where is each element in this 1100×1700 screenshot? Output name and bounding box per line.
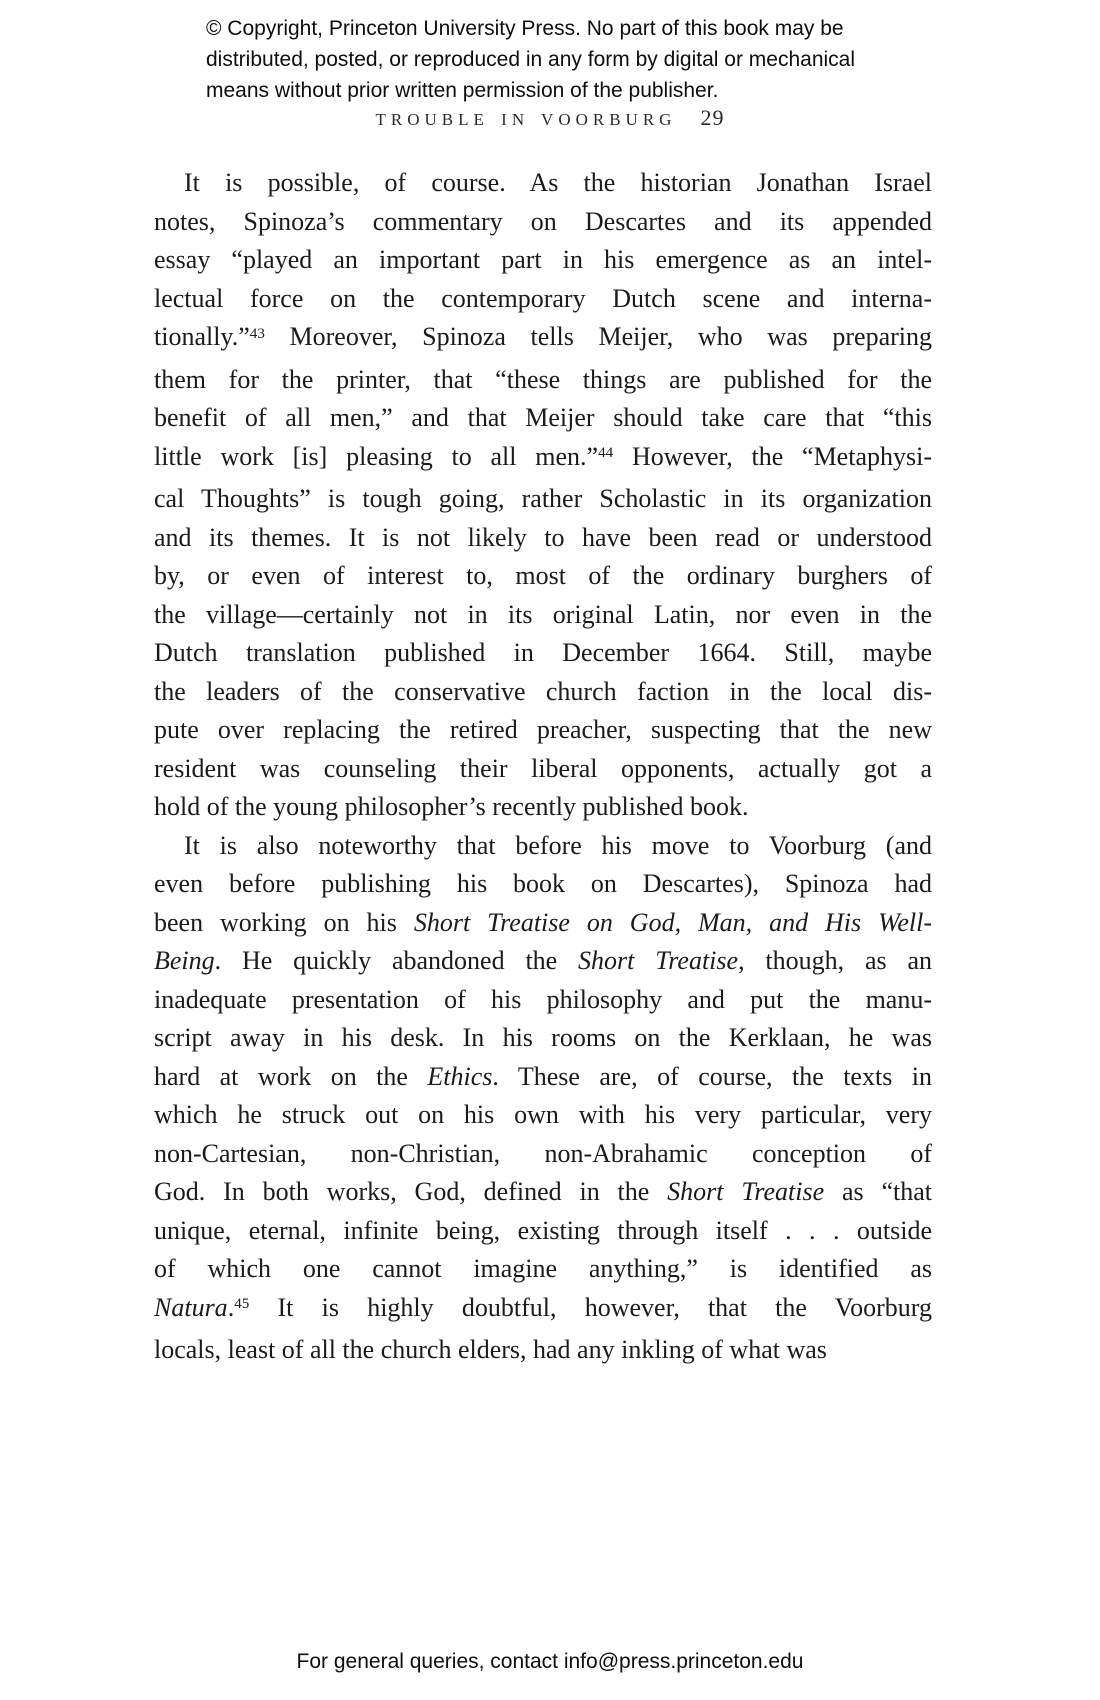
- body-line: [154, 1135, 932, 1174]
- text-segment: them for the printer, that “these things are published for the: [154, 364, 932, 394]
- text-segment: Moreover, Spinoza tells Meijer, who was preparing: [264, 322, 932, 351]
- text-segment: script away in his desk. In his rooms on the Kerklaan, he was: [154, 1023, 932, 1052]
- text-segment: hold of the young philosopher’s recently published book.: [154, 792, 749, 821]
- body-line: [154, 1058, 932, 1097]
- copyright-notice: [206, 13, 906, 106]
- running-head: [0, 103, 1100, 136]
- text-segment: non-Cartesian, non-Christian, non-Abrahamic conception of: [154, 1138, 932, 1168]
- text-segment: essay “played an important part in his emergence as an intel-: [154, 245, 932, 274]
- body-line: [154, 519, 932, 558]
- body-line: [154, 634, 932, 673]
- text-segment: little work [is] pleasing to all men.”: [154, 441, 599, 471]
- text-segment: Dutch translation published in December 1664. Still, maybe: [154, 638, 932, 667]
- body-line: [154, 1331, 932, 1370]
- page-footer: [0, 1650, 1100, 1674]
- text-segment: lectual force on the contemporary Dutch scene and interna-: [154, 283, 932, 313]
- text-segment: the village—certainly not in its original Latin, nor even in the: [154, 599, 932, 629]
- body-line: [154, 788, 932, 827]
- text-segment: tionally.”: [154, 322, 250, 351]
- italic-title-segment: Being: [154, 946, 215, 975]
- body-line: [154, 865, 932, 904]
- italic-title-segment: Ethics: [427, 1061, 493, 1091]
- page-number: 29: [700, 105, 725, 130]
- text-segment: which he struck out on his own with his very particular, very: [154, 1100, 932, 1129]
- body-line: [154, 557, 932, 596]
- text-segment: .: [227, 1292, 235, 1322]
- text-segment: , though, as an: [738, 946, 933, 975]
- body-line: [154, 942, 932, 981]
- body-line: [154, 750, 932, 789]
- body-line: [154, 1250, 932, 1289]
- footnote-reference: 43: [249, 325, 265, 342]
- body-line: [154, 827, 932, 866]
- body-line: [154, 399, 932, 438]
- footnote-reference: 45: [234, 1296, 250, 1313]
- copyright-line: © Copyright, Princeton University Press. No part of this book may be: [206, 17, 844, 40]
- italic-title-segment: Short Treatise: [667, 1177, 825, 1206]
- copyright-line: means without prior written permission of the publisher.: [206, 79, 719, 102]
- text-segment: unique, eternal, infinite being, existing through itself . . . outside: [154, 1215, 932, 1245]
- body-line: [154, 164, 932, 203]
- body-line: [154, 438, 932, 481]
- body-line: [154, 1096, 932, 1135]
- text-segment: God. In both works, God, defined in the: [154, 1177, 668, 1206]
- text-segment: It is highly doubtful, however, that the Voorburg: [249, 1292, 932, 1322]
- text-segment: . These are, of course, the texts in: [492, 1061, 932, 1091]
- text-segment: locals, least of all the church elders, had any inkling of what was: [154, 1335, 827, 1364]
- footnote-reference: 44: [598, 445, 614, 462]
- text-segment: It is possible, of course. As the historian Jonathan Israel: [184, 168, 932, 197]
- copyright-line: distributed, posted, or reproduced in any form by digital or mechanical: [206, 48, 856, 71]
- body-line: [154, 1289, 932, 1332]
- body-line: [154, 1019, 932, 1058]
- body-line: [154, 241, 932, 280]
- body-line: [154, 280, 932, 319]
- body-text: [154, 164, 932, 1370]
- text-segment: even before publishing his book on Descartes), Spinoza had: [154, 869, 932, 898]
- text-segment: as “that: [824, 1177, 933, 1206]
- body-line: [154, 711, 932, 750]
- text-segment: the leaders of the conservative church faction in the local dis-: [154, 676, 932, 706]
- body-line: [154, 480, 932, 519]
- body-line: [154, 981, 932, 1020]
- body-line: [154, 1173, 932, 1212]
- text-segment: by, or even of interest to, most of the ordinary burghers of: [154, 561, 932, 590]
- text-segment: hard at work on the: [154, 1061, 428, 1091]
- text-segment: cal Thoughts” is tough going, rather Scholastic in its organization: [154, 484, 932, 513]
- text-segment: inadequate presentation of his philosophy and put the manu-: [154, 984, 932, 1014]
- body-line: [154, 361, 932, 400]
- text-segment: However, the “Metaphysi-: [613, 441, 932, 471]
- italic-title-segment: Short Treatise: [578, 946, 739, 975]
- text-segment: pute over replacing the retired preacher, suspecting that the new: [154, 715, 932, 744]
- footer-contact-text: For general queries, contact info@press.princeton.edu: [296, 1650, 804, 1673]
- text-segment: It is also noteworthy that before his move to Voorburg (and: [184, 830, 932, 860]
- body-line: [154, 673, 932, 712]
- text-segment: and its themes. It is not likely to have been read or understood: [154, 522, 932, 552]
- italic-title-segment: Short Treatise on God, Man, and His Well-: [413, 907, 932, 937]
- text-segment: benefit of all men,” and that Meijer should take care that “this: [154, 403, 932, 432]
- body-line: [154, 203, 932, 242]
- text-segment: resident was counseling their liberal opponents, actually got a: [154, 753, 932, 783]
- body-line: [154, 1212, 932, 1251]
- body-line: [154, 318, 932, 361]
- text-segment: of which one cannot imagine anything,” is identified as: [154, 1254, 932, 1283]
- body-line: [154, 596, 932, 635]
- text-segment: . He quickly abandoned the: [214, 946, 579, 975]
- body-line: [154, 904, 932, 943]
- text-segment: notes, Spinoza’s commentary on Descartes and its appended: [154, 206, 932, 236]
- chapter-title: TROUBLE IN VOORBURG: [375, 110, 677, 129]
- italic-title-segment: Natura: [154, 1292, 228, 1322]
- text-segment: been working on his: [154, 907, 414, 937]
